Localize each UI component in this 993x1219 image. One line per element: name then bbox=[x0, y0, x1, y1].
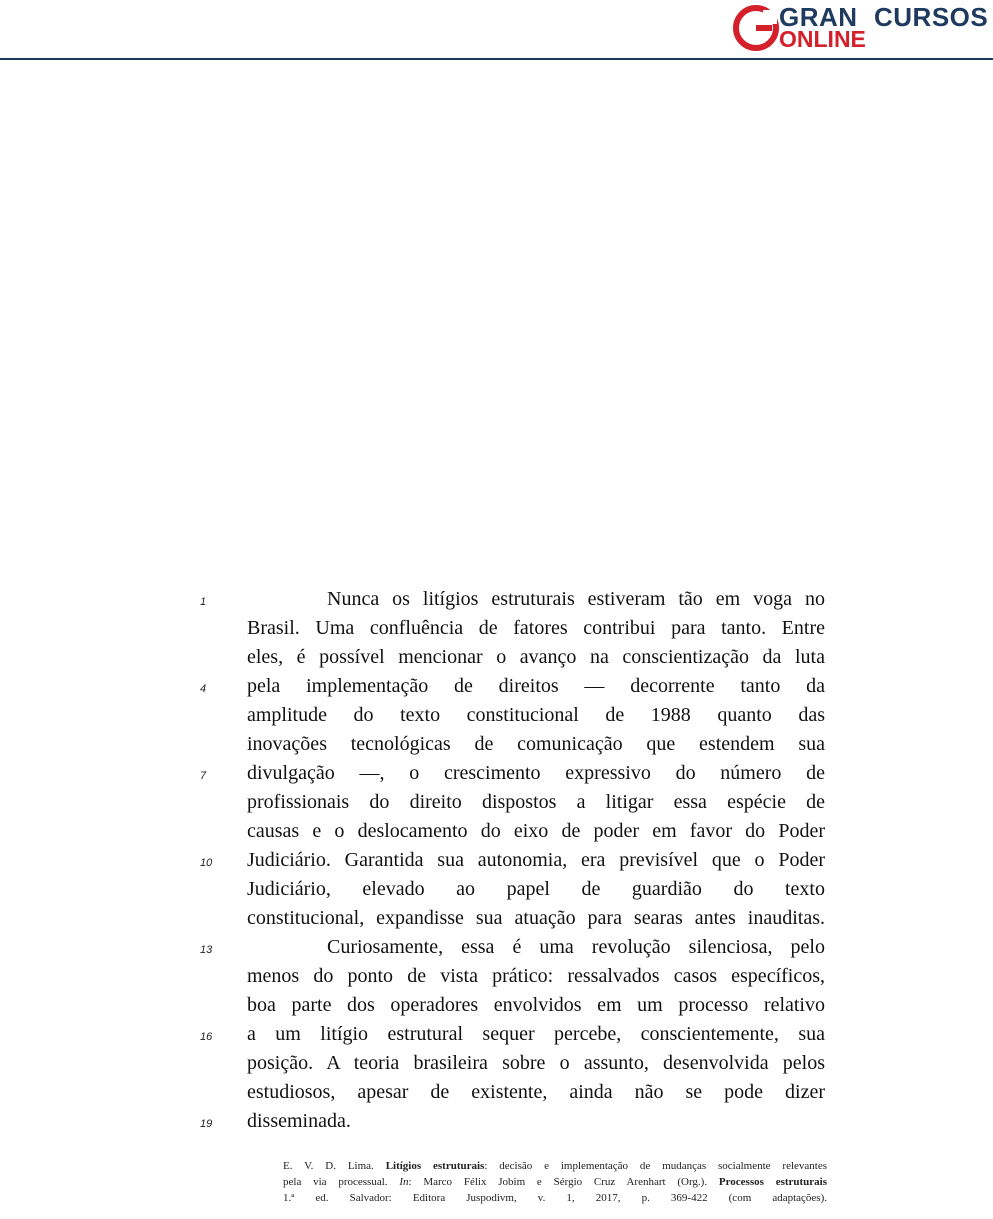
line-number: 13 bbox=[200, 944, 213, 956]
line-text: profissionais do direito dispostos a litigar essa espécie de bbox=[247, 791, 825, 813]
passage-line bbox=[200, 846, 840, 875]
passage-line bbox=[200, 904, 840, 933]
line-text: Curiosamente, essa é uma revolução silenciosa, pelo bbox=[327, 936, 825, 958]
citation-in-label: In bbox=[399, 1176, 409, 1188]
line-number: 7 bbox=[200, 770, 207, 782]
passage-line bbox=[200, 759, 840, 788]
line-text: constitucional, expandisse sua atuação para searas antes inauditas. bbox=[247, 907, 825, 929]
line-text: pela implementação de direitos — decorrente tanto da bbox=[247, 675, 825, 697]
passage-line bbox=[200, 1107, 840, 1136]
passage-line bbox=[200, 933, 840, 962]
line-text: disseminada. bbox=[247, 1110, 351, 1132]
line-text: posição. A teoria brasileira sobre o assunto, desenvolvida pelos bbox=[247, 1052, 825, 1074]
citation-book: Processos estruturais bbox=[718, 1176, 828, 1188]
passage-line bbox=[200, 701, 840, 730]
passage-text bbox=[200, 585, 840, 1136]
header-divider bbox=[0, 58, 993, 60]
line-number: 19 bbox=[200, 1118, 213, 1130]
passage-line bbox=[200, 817, 840, 846]
passage-line bbox=[200, 614, 840, 643]
citation bbox=[283, 1158, 827, 1206]
passage-line bbox=[200, 1078, 840, 1107]
citation-line-1 bbox=[283, 1158, 827, 1174]
line-text: inovações tecnológicas de comunicação que estendem sua bbox=[247, 733, 825, 755]
citation-subtitle: : decisão e implementação de mudanças socialmente relevantes bbox=[484, 1160, 828, 1172]
logo-text-cursos: CURSOS bbox=[874, 2, 989, 32]
gran-cursos-logo bbox=[733, 2, 989, 53]
passage-line bbox=[200, 962, 840, 991]
passage-line bbox=[200, 788, 840, 817]
line-text: Judiciário, elevado ao papel de guardião do texto bbox=[247, 878, 825, 900]
line-text: Nunca os litígios estruturais estiveram tão em voga no bbox=[327, 588, 825, 610]
line-text: eles, é possível mencionar o avanço na conscientização da luta bbox=[247, 646, 825, 668]
line-number: 16 bbox=[200, 1031, 213, 1043]
citation-line-3: 1.ª ed. Salvador: Editora Juspodivm, v. 1, 2017, p. 369-422 (com adaptações). bbox=[283, 1192, 827, 1204]
line-number: 10 bbox=[200, 857, 213, 869]
logo-text-online: ONLINE bbox=[779, 26, 866, 52]
citation-line2-b: : Marco Félix Jobim e Sérgio Cruz Arenhart (Org.). bbox=[408, 1176, 708, 1188]
line-text: divulgação —, o crescimento expressivo do número de bbox=[247, 762, 825, 784]
citation-title: Litígios estruturais bbox=[385, 1160, 485, 1172]
line-number: 4 bbox=[200, 683, 207, 695]
citation-line2-a: pela via processual. bbox=[283, 1176, 388, 1188]
passage-line bbox=[200, 672, 840, 701]
citation-line-2 bbox=[283, 1174, 827, 1190]
line-text: a um litígio estrutural sequer percebe, conscientemente, sua bbox=[247, 1023, 825, 1045]
line-text: boa parte dos operadores envolvidos em um processo relativo bbox=[247, 994, 825, 1016]
line-text: menos do ponto de vista prático: ressalvados casos específicos, bbox=[247, 965, 825, 987]
line-number: 1 bbox=[200, 596, 207, 608]
passage-line bbox=[200, 1020, 840, 1049]
line-text: estudiosos, apesar de existente, ainda não se pode dizer bbox=[247, 1081, 825, 1103]
page-header bbox=[0, 0, 993, 62]
logo-text-gran: GRAN bbox=[779, 2, 858, 32]
passage-line bbox=[200, 875, 840, 904]
line-text: causas e o deslocamento do eixo de poder em favor do Poder bbox=[247, 820, 825, 842]
passage-line bbox=[200, 1049, 840, 1078]
passage-line bbox=[200, 730, 840, 759]
passage-line bbox=[200, 643, 840, 672]
citation-author: E. V. D. Lima. bbox=[283, 1160, 374, 1172]
line-text: Judiciário. Garantida sua autonomia, era previsível que o Poder bbox=[247, 849, 825, 871]
line-text: amplitude do texto constitucional de 1988 quanto das bbox=[247, 704, 825, 726]
gran-g-icon bbox=[733, 5, 779, 51]
passage-line bbox=[200, 991, 840, 1020]
line-text: Brasil. Uma confluência de fatores contribui para tanto. Entre bbox=[247, 617, 825, 639]
passage-line bbox=[200, 585, 840, 614]
